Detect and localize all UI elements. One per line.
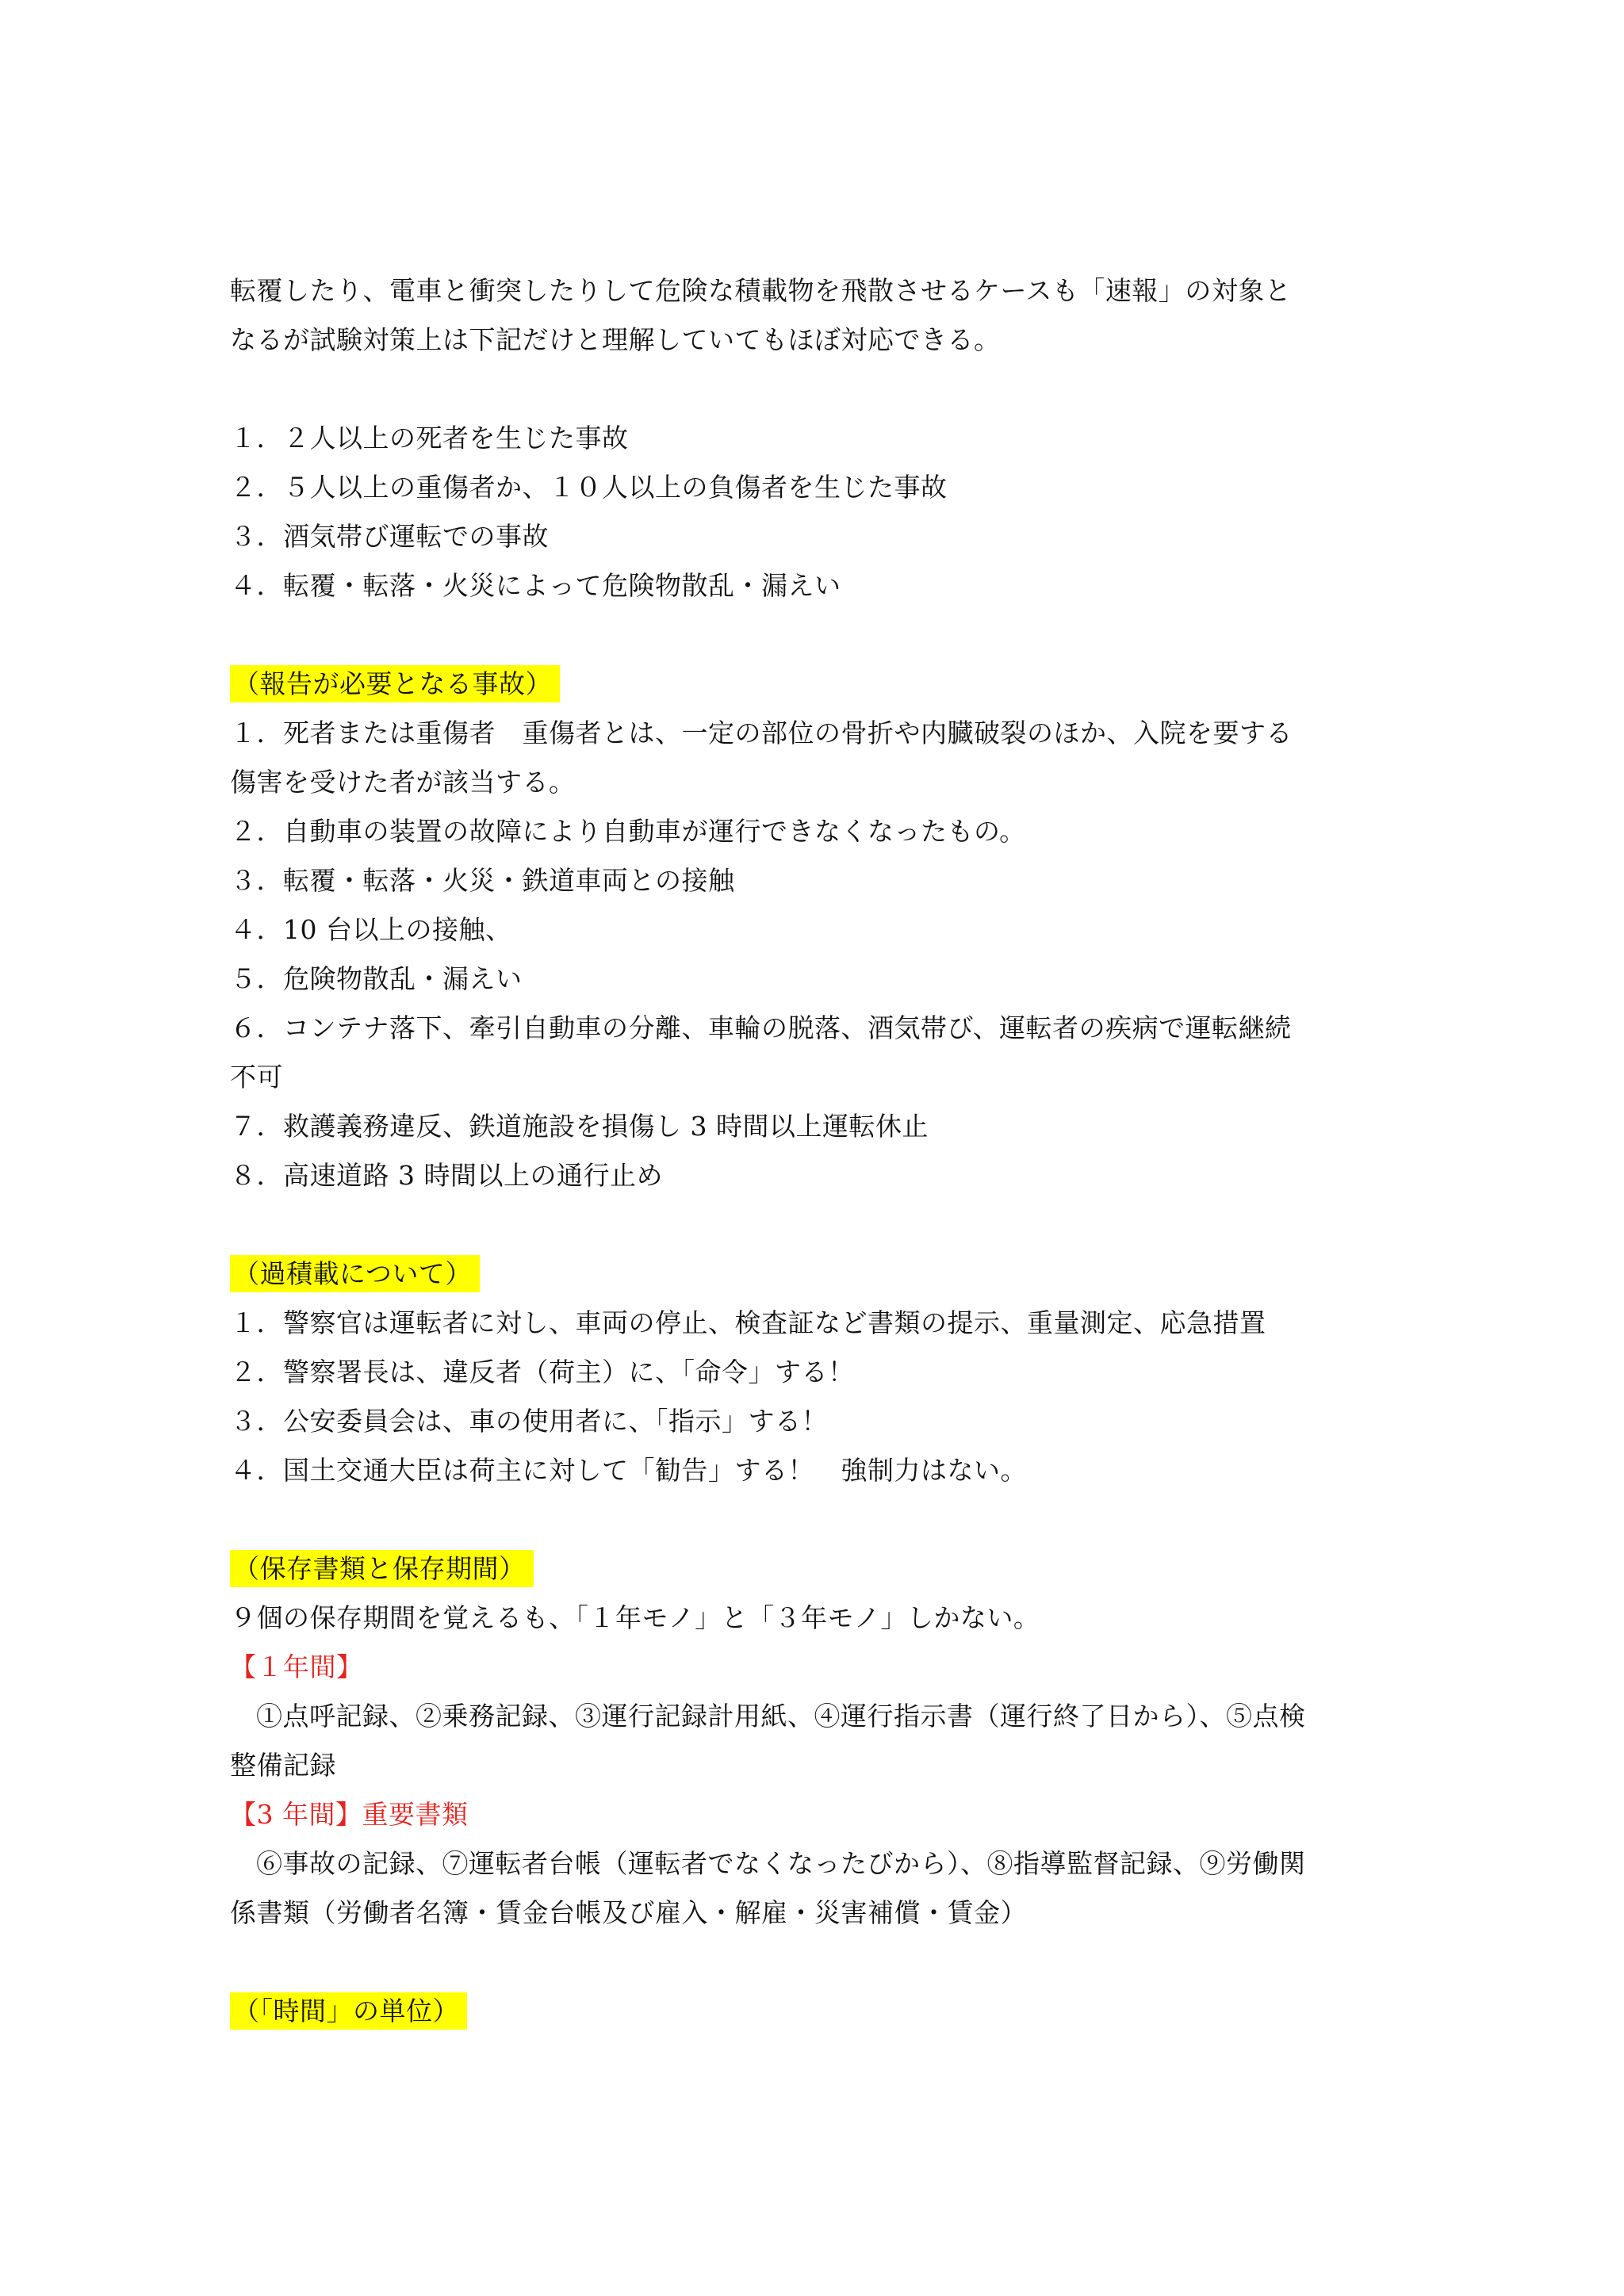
overload-heading-line [230,1249,1404,1299]
intro-line-2: なるが試験対策上は下記だけと理解していてもほぼ対応できる。 [230,324,1001,355]
report-heading-line [230,660,1404,709]
overload-line-1: １．警察官は運転者に対し、車両の停止、検査証など書類の提示、重量測定、応急措置 [230,1307,1266,1338]
three-year-label: 【3 年間】重要書類 [230,1799,469,1830]
spacer [230,365,1404,414]
overload-line-4: ４．国土交通大臣は荷主に対して「勧告」する！ 強制力はない。 [230,1455,1027,1486]
sokuho-item-1: １．２人以上の死者を生じた事故 [230,423,629,453]
report-line-9: ７．救護義務違反、鉄道施設を損傷し 3 時間以上運転休止 [230,1111,929,1142]
intro-line-1: 転覆したり、電車と衝突したりして危険な積載物を飛散させるケースも「速報」の対象と [230,275,1292,306]
one-year-label: 【１年間】 [230,1651,363,1682]
report-line-7: ６．コンテナ落下、牽引自動車の分離、車輪の脱落、酒気帯び、運転者の疾病で運転継続 [230,1012,1292,1043]
one-year-line-1: ①点呼記録、②乗務記録、③運行記録計用紙、④運行指示書（運行終了日から）、⑤点検 [256,1701,1306,1732]
report-line-10: ８．高速道路 3 時間以上の通行止め [230,1160,663,1191]
one-year-line-2: 整備記録 [230,1750,336,1781]
spacer [230,1938,1404,1987]
time-heading: （「時間」の単位） [230,1992,467,2030]
storage-heading: （保存書類と保存期間） [230,1550,534,1587]
sokuho-item-2: ２．５人以上の重傷者か、１０人以上の負傷者を生じた事故 [230,472,948,503]
report-line-5: ４．10 台以上の接触、 [230,914,512,945]
report-line-8: 不可 [230,1062,283,1093]
storage-intro: ９個の保存期間を覚えるも、「１年モノ」と「３年モノ」しかない。 [230,1602,1040,1633]
overload-line-2: ２．警察署長は、違反者（荷主）に、「命令」する！ [230,1357,855,1387]
three-year-line-2: 係書類（労働者名簿・賃金台帳及び雇入・解雇・災害補償・賃金） [230,1897,1027,1928]
report-heading: （報告が必要となる事故） [230,665,560,702]
spacer [230,610,1404,660]
overload-heading: （過積載について） [230,1255,480,1292]
report-line-3: ２．自動車の装置の故障により自動車が運行できなくなったもの。 [230,816,1026,847]
three-year-line-1: ⑥事故の記録、⑦運転者台帳（運転者でなくなったびから）、⑧指導監督記録、⑨労働関 [256,1848,1306,1879]
report-line-2: 傷害を受けた者が該当する。 [230,767,576,798]
document-body [230,266,1404,2036]
spacer [230,1495,1404,1544]
sokuho-item-4: ４．転覆・転落・火災によって危険物散乱・漏えい [230,570,841,601]
overload-line-3: ３．公安委員会は、車の使用者に、「指示」する！ [230,1406,828,1437]
time-heading-line [230,1987,1404,2036]
report-line-1: １．死者または重傷者 重傷者とは、一定の部位の骨折や内臓破裂のほか、入院を要する [230,718,1293,748]
report-line-6: ５．危険物散乱・漏えい [230,963,523,994]
spacer [230,1200,1404,1249]
storage-heading-line [230,1544,1404,1594]
sokuho-item-3: ３．酒気帯び運転での事故 [230,521,549,552]
report-line-4: ３．転覆・転落・火災・鉄道車両との接触 [230,865,735,896]
